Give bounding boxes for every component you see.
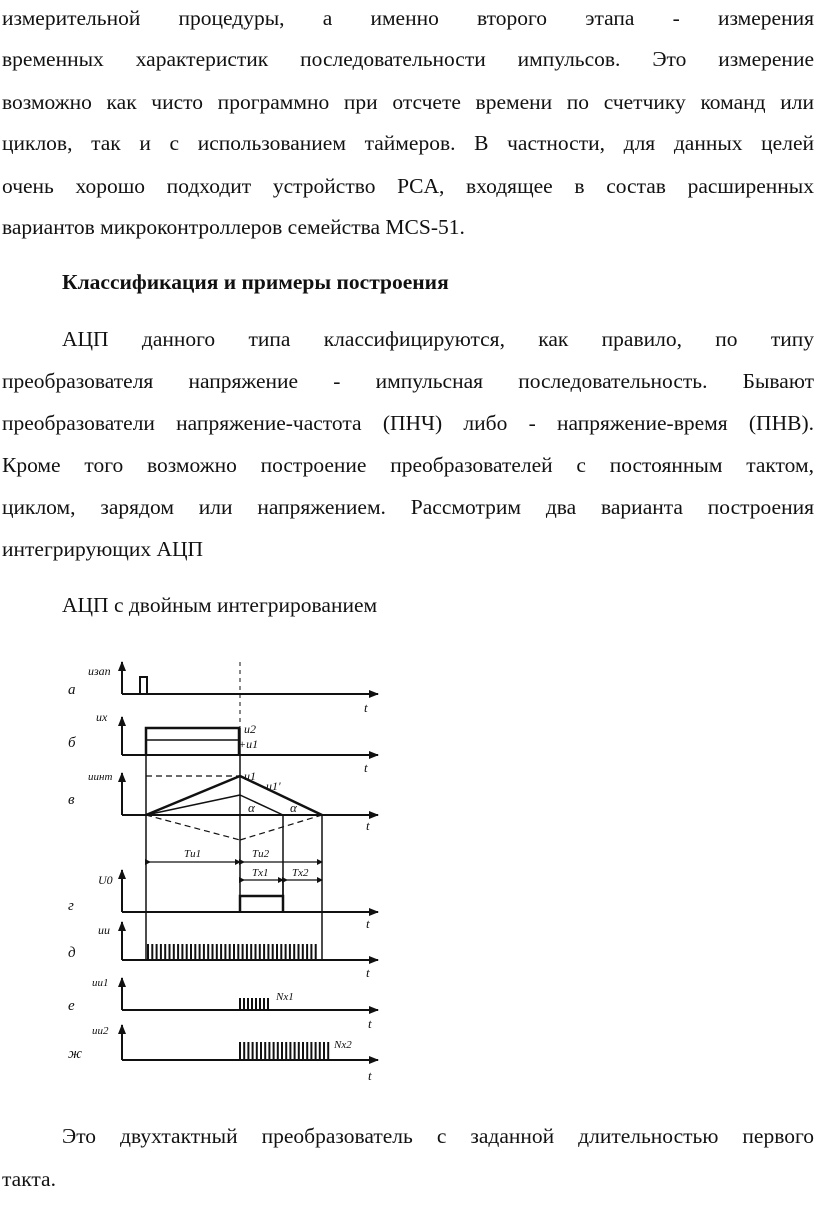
t-label-e: t [368, 1016, 372, 1031]
t-label-v: t [366, 818, 370, 833]
text-line: АЦП данного типа классифицируются, как правило, по типу [62, 327, 814, 351]
signal-label-u0: U0 [98, 873, 113, 887]
t-label-d: t [366, 965, 370, 980]
annot-u2: u2 [244, 722, 256, 736]
row-label-a: а [68, 682, 76, 698]
u0-gate-1 [240, 896, 283, 912]
ramp-up-u1 [146, 795, 240, 815]
pulse-train-ui [148, 944, 316, 960]
signal-label-ui1: uи1 [92, 977, 109, 989]
row-label-d: д [68, 945, 76, 961]
row-label-zh: ж [68, 1046, 82, 1062]
row-label-e: е [68, 998, 75, 1014]
text-line: вариантов микроконтроллеров семейства MCS-51. [2, 215, 465, 239]
text-line: циклом, зарядом или напряжением. Рассмотрим два варианта построения [2, 495, 814, 519]
annot-tx1: Tx1 [252, 867, 269, 879]
pulse-train-ui1 [240, 998, 268, 1010]
ux-signal [146, 728, 239, 755]
text-line: преобразователи напряжение-частота (ПНЧ) либо - напряжение-время (ПНВ). [2, 411, 814, 435]
annot-nx1: Nx1 [276, 991, 294, 1003]
text-line: Кроме того возможно построение преобразователей с постоянным тактом, [2, 453, 814, 477]
text-line: преобразователя напряжение - импульсная последовательность. Бывают [2, 369, 814, 393]
annot-alpha-2: α [290, 800, 297, 815]
neg-ramp-down [146, 815, 240, 840]
signal-label-ui: uи [98, 923, 110, 937]
annot-ti1: Tи1 [184, 848, 202, 860]
row-label-v: в [68, 792, 75, 808]
annot-plus-u1: +u1 [238, 737, 259, 751]
text-line: интегрирующих АЦП [2, 537, 204, 561]
text-line: очень хорошо подходит устройство PCA, входящее в состав расширенных [2, 174, 814, 198]
text-line: измерительной процедуры, а именно второго этапа - измерения [2, 6, 814, 30]
annot-minus-u1-prime: -u1' [262, 779, 281, 793]
annot-minus-u1: -u1 [240, 769, 256, 783]
signal-label-ui2: uи2 [92, 1025, 109, 1037]
t-label-a: t [364, 700, 368, 715]
signal-label-uzap: uзап [88, 664, 111, 678]
annot-nx2: Nx2 [334, 1039, 352, 1051]
annot-ti2: Tи2 [252, 848, 270, 860]
t-label-g: t [366, 916, 370, 931]
timing-diagram [60, 655, 390, 1087]
start-pulse [140, 677, 147, 694]
t-label-b: t [364, 760, 368, 775]
text-line: циклов, так и с использованием таймеров. В частности, для данных целей [2, 131, 814, 155]
signal-label-ux: ux [96, 710, 108, 724]
neg-ramp-up [240, 815, 322, 840]
annot-alpha-1: α [248, 800, 255, 815]
ramp-up-u2 [146, 776, 240, 815]
row-label-g: г [68, 898, 74, 914]
annot-tx2: Tx2 [292, 867, 309, 879]
signal-label-uint: uинт [88, 771, 113, 783]
ramp-down-u1 [240, 795, 283, 815]
text-line: такта. [2, 1167, 56, 1191]
text-line: Это двухтактный преобразователь с заданной длительностью первого [62, 1124, 814, 1148]
pulse-train-ui2 [240, 1042, 328, 1060]
row-label-b: б [68, 735, 76, 751]
text-line: временных характеристик последовательности импульсов. Это измерение [2, 47, 814, 71]
section-heading: Классификация и примеры построения [62, 270, 449, 294]
text-line: возможно как чисто программно при отсчете времени по счетчику команд или [2, 90, 814, 114]
subsection-title: АЦП с двойным интегрированием [62, 593, 378, 617]
t-label-zh: t [368, 1068, 372, 1083]
